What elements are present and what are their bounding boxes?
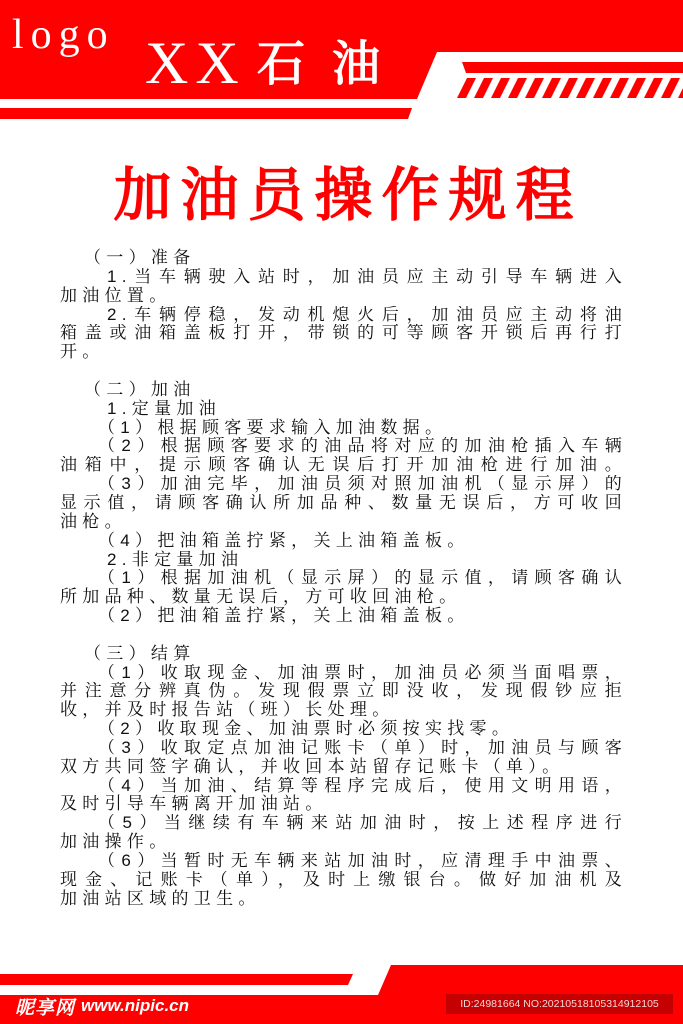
section-heading: （三）结算 [84,643,196,663]
footer-left-stripe [0,974,353,985]
procedure-line: （4）把油箱盖拧紧，关上油箱盖板。 [98,530,470,550]
section-settlement [60,645,627,909]
procedure-line: （1）根据加油机（显示屏）的显示值，请顾客确认 [98,569,627,588]
section-spacer [60,626,627,645]
section-spacer [60,362,627,381]
subsection-heading: 1.定量加油 [107,398,221,418]
section-refueling [60,381,627,626]
image-id-badge: ID:24981664 NO:20210518105314912105 [446,994,673,1014]
procedure-line: （3）加油完毕，加油员须对照加油机（显示屏）的 [98,475,627,494]
procedure-line: 收，并及时报告站（班）长处理。 [60,700,395,720]
procedure-line: 及时引导车辆离开加油站。 [60,794,328,814]
procedure-line: 2.车辆停稳，发动机熄火后，加油员应主动将油 [107,305,627,324]
section-heading: （二）加油 [84,379,196,399]
header-right-stripe [462,62,683,73]
header-left-stripe [0,108,412,119]
page-title: 加油员操作规程 [113,161,583,229]
procedure-line: 开。 [60,342,105,362]
brand-name-latin: XX [145,30,246,96]
logo-placeholder: logo [12,12,115,58]
brand-name-cjk: 石油 [257,36,408,92]
procedure-line: （3）收取定点加油记账卡（单）时，加油员与顾客 [98,738,627,757]
procedure-line: （1）根据顾客要求输入加油数据。 [98,417,448,437]
procedure-line: 加油站区域的卫生。 [60,888,261,908]
header-hatch-pattern [457,78,683,98]
procedure-line: （2）根据顾客要求的油品将对应的加油枪插入车辆 [98,437,627,456]
procedure-line: 油枪。 [60,511,127,531]
procedure-line: （5）当继续有车辆来站加油时，按上述程序进行 [98,814,627,833]
section-preparation [60,249,627,362]
procedure-line: （2）把油箱盖拧紧，关上油箱盖板。 [98,606,470,626]
procedure-line: （1）收取现金、加油票时，加油员必须当面唱票， [98,663,627,682]
procedure-line: （6）当暂时无车辆来站加油时，应清理手中油票、 [98,852,627,870]
procedure-line: 并注意分辨真伪。发现假票立即没收，发现假钞应拒 [60,682,627,701]
procedure-line: （2）收取现金、加油票时必须按实找零。 [98,719,515,739]
watermark-site-name: 昵享网 [15,996,76,1019]
watermark-brand [15,995,189,1017]
procedure-body [60,249,627,909]
procedure-line: 显示值，请顾客确认所加品种、数量无误后，方可收回 [60,493,627,512]
procedure-line: 双方共同签字确认，并收回本站留存记账卡（单）。 [60,756,565,776]
procedure-line: 油箱中，提示顾客确认无误后打开加油枪进行加油。 [60,456,627,475]
procedure-line: （4）当加油、结算等程序完成后，使用文明用语， [98,776,627,795]
procedure-line: 加油操作。 [60,832,172,852]
subsection-heading: 2.非定量加油 [107,549,244,569]
procedure-line: 1.当车辆驶入站时，加油员应主动引导车辆进入 [107,267,627,286]
section-heading: （一）准备 [84,248,196,267]
watermark-site-url: www.nipic.cn [81,996,190,1015]
procedure-line: 所加品种、数量无误后，方可收回油枪。 [60,587,462,607]
procedure-line: 加油位置。 [60,285,172,305]
procedure-line: 现金、记账卡（单），及时上缴银台。做好加油机及 [60,870,627,889]
procedure-line: 箱盖或油箱盖板打开，带锁的可等顾客开锁后再行打 [60,324,627,343]
